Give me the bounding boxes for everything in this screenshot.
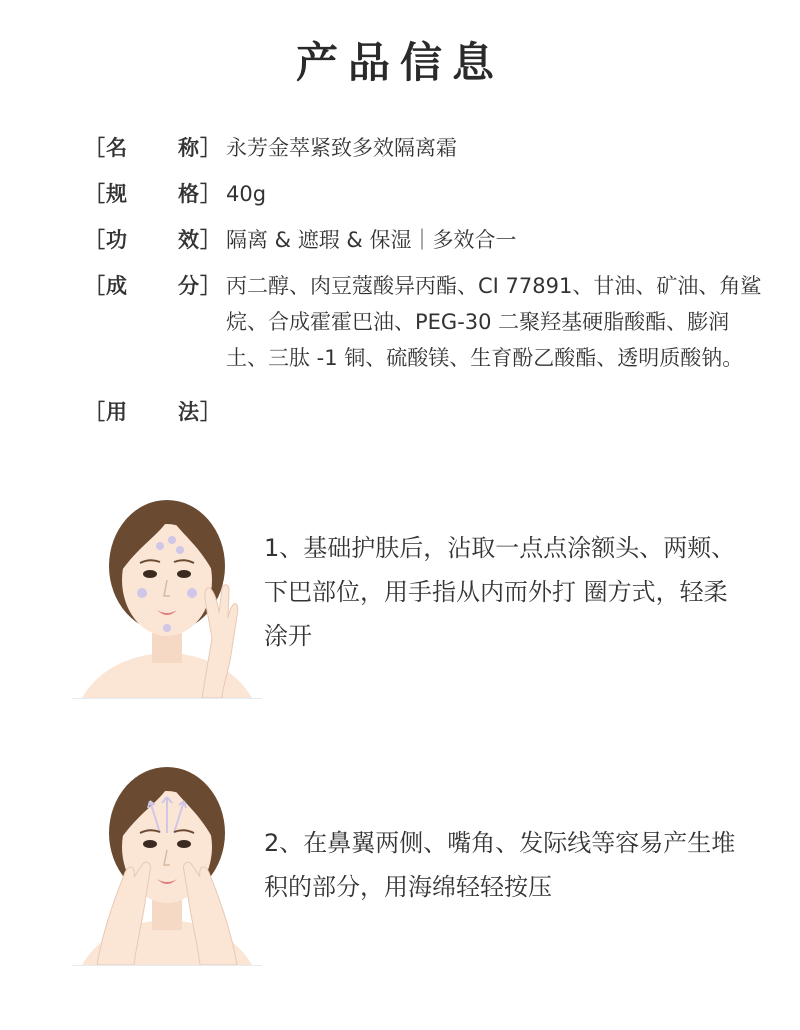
page-title: 产品信息 (295, 38, 504, 87)
info-label (84, 222, 226, 258)
info-value: 丙二醇、肉豆蔻酸异丙酯、CI 77891、甘油、矿油、角鲨烷、合成霍霍巴油、PEG-30 二聚羟基硬脂酸酯、膨润土、三肽 -1 铜、硫酸镁、生育酚乙酸酯、透明质酸钠。 (226, 274, 762, 370)
step-text-2: 2、在鼻翼两侧、嘴角、发际线等容易产生堆积的部分，用海绵轻轻按压 (264, 829, 736, 901)
product-info (84, 130, 764, 430)
info-row-name (84, 130, 764, 166)
info-row-effect (84, 222, 764, 258)
info-label (84, 394, 226, 430)
label-left: ［规 (84, 182, 128, 206)
label-right: 分］ (178, 274, 222, 298)
info-row-usage (84, 394, 764, 430)
usage-step-1 (72, 488, 752, 698)
face-illustration-1 (72, 488, 262, 699)
label-right: 效］ (178, 228, 222, 252)
info-row-spec (84, 176, 764, 212)
label-right: 法］ (178, 400, 222, 424)
face-illustration-2 (72, 755, 262, 966)
label-left: ［成 (84, 274, 128, 298)
info-label (84, 176, 226, 212)
usage-step-2 (72, 755, 752, 965)
face-applying-cream-icon (72, 488, 262, 698)
info-value: 隔离 & 遮瑕 & 保湿｜多效合一 (226, 228, 517, 252)
info-row-ingredients (84, 268, 764, 376)
label-right: 格］ (178, 182, 222, 206)
label-left: ［用 (84, 400, 128, 424)
info-value: 永芳金萃紧致多效隔离霜 (226, 136, 457, 160)
label-right: 称］ (178, 136, 222, 160)
info-label (84, 130, 226, 166)
step-text-1: 1、基础护肤后，沾取一点点涂额头、两颊、下巴部位，用手指从内而外打 圈方式，轻柔涂开 (264, 534, 736, 650)
info-label (84, 268, 226, 304)
label-left: ［名 (84, 136, 128, 160)
label-left: ［功 (84, 228, 128, 252)
face-sponge-pressing-icon (72, 755, 262, 965)
info-value: 40g (226, 182, 267, 206)
